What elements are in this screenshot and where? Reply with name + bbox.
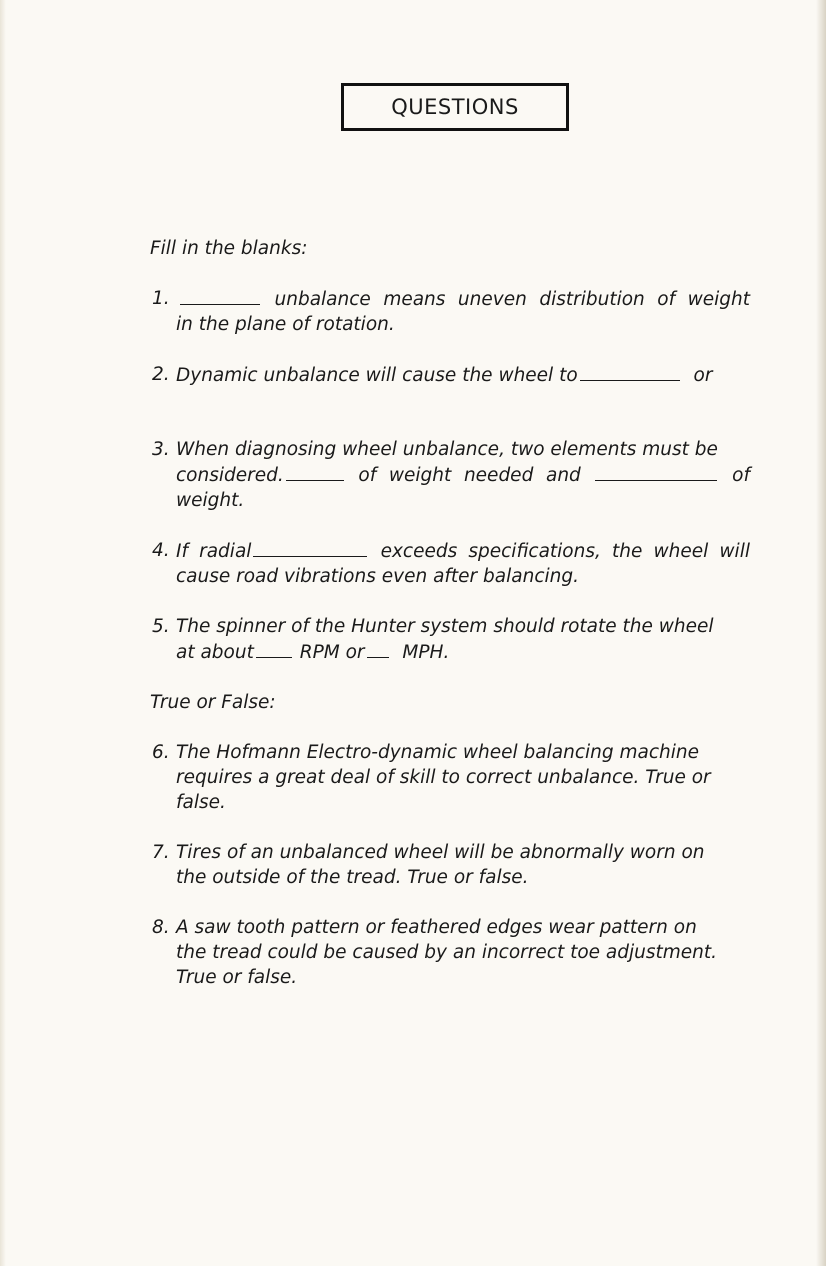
question-line	[176, 639, 750, 665]
question-text: considered.	[176, 465, 284, 486]
question-text: unbalance means uneven distribution of weight	[274, 289, 750, 310]
question-text: MPH.	[402, 642, 450, 663]
question-text: the outside of the tread. True or false.	[176, 867, 529, 888]
question-text: the tread could be caused by an incorrect toe adjustment.	[176, 942, 718, 963]
question-number: 2.	[152, 364, 170, 385]
question-6	[150, 740, 750, 815]
question-text: cause road vibrations even after balancing.	[176, 566, 579, 587]
question-number: 1.	[152, 288, 170, 309]
question-text: or	[693, 365, 713, 386]
question-text: A saw tooth pattern or feathered edges wear pattern on	[176, 917, 697, 938]
question-number: 3.	[152, 439, 170, 460]
question-text: Tires of an unbalanced wheel will be abnormally worn on	[176, 842, 705, 863]
page-edge-left	[0, 0, 6, 1266]
question-text: of	[732, 465, 750, 486]
question-text: The spinner of the Hunter system should rotate the wheel	[176, 616, 714, 637]
answer-blank	[367, 639, 389, 658]
question-number: 6.	[152, 742, 170, 763]
answer-blank	[180, 286, 260, 305]
question-text: Dynamic unbalance will cause the wheel to	[176, 365, 578, 386]
question-3	[150, 437, 750, 513]
question-line	[176, 765, 750, 790]
question-number: 4.	[152, 540, 170, 561]
question-text: weight.	[176, 490, 245, 511]
answer-blank	[256, 639, 292, 658]
question-8	[150, 915, 750, 990]
question-line	[176, 538, 750, 564]
fill-in-heading: Fill in the blanks:	[150, 238, 308, 259]
question-text: The Hofmann Electro-dynamic wheel balancing machine	[176, 742, 700, 763]
page-edge-right	[816, 0, 826, 1266]
question-text: exceeds specifications, the wheel will	[380, 541, 750, 562]
question-line	[176, 940, 750, 965]
question-line	[176, 790, 750, 815]
questions-content	[150, 236, 750, 990]
answer-blank	[595, 462, 717, 481]
question-line	[176, 614, 750, 639]
question-line	[176, 362, 750, 388]
question-line	[176, 965, 750, 990]
page-title: QUESTIONS	[391, 95, 519, 119]
answer-blank	[286, 462, 344, 481]
question-text: requires a great deal of skill to correct unbalance. True or	[176, 767, 711, 788]
question-line	[176, 488, 750, 513]
question-text: True or false.	[176, 967, 298, 988]
question-text: If radial	[176, 541, 252, 562]
question-5	[150, 614, 750, 665]
question-line	[176, 312, 750, 337]
question-line	[176, 865, 750, 890]
answer-blank	[580, 362, 680, 381]
question-line	[176, 462, 750, 488]
question-1	[150, 286, 750, 337]
question-line	[176, 840, 750, 865]
question-line	[176, 740, 750, 765]
true-false-heading: True or False:	[150, 692, 276, 713]
question-line	[176, 286, 750, 312]
answer-blank	[253, 538, 367, 557]
question-text: When diagnosing wheel unbalance, two elements must be	[176, 439, 718, 460]
question-text: of weight needed and	[358, 465, 581, 486]
question-number: 7.	[152, 842, 170, 863]
question-number: 8.	[152, 917, 170, 938]
question-4	[150, 538, 750, 589]
question-number: 5.	[152, 616, 170, 637]
question-line	[176, 564, 750, 589]
question-7	[150, 840, 750, 890]
question-line	[176, 915, 750, 940]
question-text: at about	[176, 642, 254, 663]
question-line	[176, 437, 750, 462]
question-text: false.	[176, 792, 226, 813]
question-text: in the plane of rotation.	[176, 314, 395, 335]
question-2	[150, 362, 750, 388]
question-text: RPM or	[299, 642, 365, 663]
title-box	[341, 83, 569, 131]
